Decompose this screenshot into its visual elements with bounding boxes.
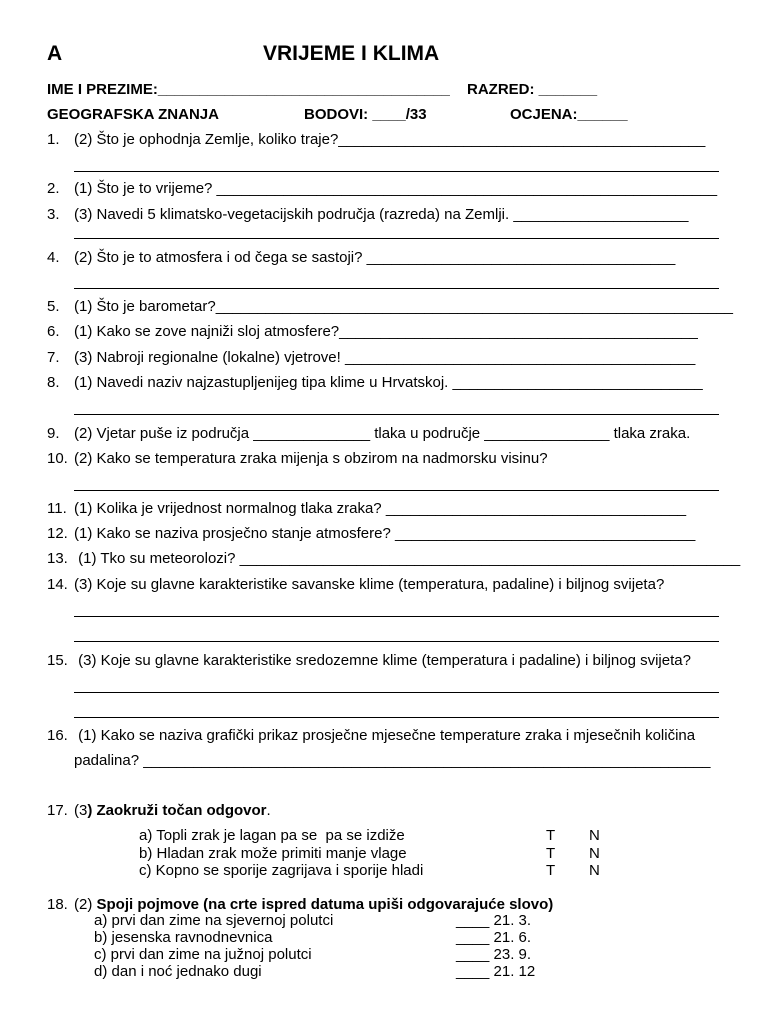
answer-line[interactable]: [74, 490, 719, 491]
question-number: 9.: [47, 425, 60, 442]
class-field-label[interactable]: RAZRED: _______: [467, 81, 598, 98]
true-option[interactable]: T: [546, 862, 556, 879]
false-option[interactable]: N: [589, 862, 600, 879]
false-option[interactable]: N: [589, 827, 600, 844]
page-title: VRIJEME I KLIMA: [263, 42, 440, 65]
match-term-a: a) prvi dan zime na sjevernoj polutci: [94, 912, 334, 929]
statement-a: a) Topli zrak je lagan pa se pa se izdiže: [139, 827, 405, 844]
question-number: 17.: [47, 802, 68, 819]
question-number: 13.: [47, 550, 68, 567]
true-option[interactable]: T: [546, 827, 556, 844]
question-16-continuation[interactable]: padalina? ____________________________________________________________________: [74, 752, 711, 769]
question-2[interactable]: (1) Što je to vrijeme? ____________________________________________________________: [74, 180, 718, 197]
answer-line[interactable]: [74, 692, 719, 693]
points-field-label[interactable]: BODOVI: ____/33: [304, 106, 427, 123]
question-7[interactable]: (3) Nabroji regionalne (lokalne) vjetrove! __________________________________________: [74, 349, 696, 366]
question-12[interactable]: (1) Kako se naziva prosječno stanje atmosfere? ____________________________________: [74, 525, 696, 542]
question-15[interactable]: (3) Koje su glavne karakteristike sredozemne klime (temperatura i padaline) i biljnog svijeta?: [74, 652, 691, 669]
statement-c: c) Kopno se sporije zagrijava i sporije hladi: [139, 862, 424, 879]
answer-line[interactable]: [74, 288, 719, 289]
question-number: 5.: [47, 298, 60, 315]
name-field-label[interactable]: IME I PREZIME:___________________________________: [47, 81, 450, 98]
match-date-blank[interactable]: ____ 23. 9.: [456, 946, 532, 963]
answer-line[interactable]: [74, 641, 719, 642]
question-number: 1.: [47, 131, 60, 148]
statement-b: b) Hladan zrak može primiti manje vlage: [139, 845, 407, 862]
question-1[interactable]: (2) Što je ophodnja Zemlje, koliko traje?____________________________________________: [74, 131, 706, 148]
question-number: 2.: [47, 180, 60, 197]
question-number: 6.: [47, 323, 60, 340]
question-number: 14.: [47, 576, 68, 593]
question-8[interactable]: (1) Navedi naziv najzastupljenijeg tipa klime u Hrvatskoj. ______________________________: [74, 374, 703, 391]
question-number: 12.: [47, 525, 68, 542]
false-option[interactable]: N: [589, 845, 600, 862]
question-14[interactable]: (3) Koje su glavne karakteristike savanske klime (temperatura, padaline) i biljnog svijeta?: [74, 576, 665, 593]
match-date-blank[interactable]: ____ 21. 6.: [456, 929, 532, 946]
question-number: 16.: [47, 727, 68, 744]
question-11[interactable]: (1) Kolika je vrijednost normalnog tlaka zraka? ____________________________________: [74, 500, 687, 517]
question-number: 4.: [47, 249, 60, 266]
match-term-d: d) dan i noć jednako dugi: [94, 963, 262, 980]
question-13[interactable]: (1) Tko su meteorolozi? ____________________________________________________________: [74, 550, 741, 567]
question-16[interactable]: (1) Kako se naziva grafički prikaz prosječne mjesečne temperature zraka i mjesečnih količina: [74, 727, 696, 744]
question-number: 15.: [47, 652, 68, 669]
question-number: 3.: [47, 206, 60, 223]
answer-line[interactable]: [74, 414, 719, 415]
question-4[interactable]: (2) Što je to atmosfera i od čega se sastoji? _____________________________________: [74, 249, 676, 266]
question-3[interactable]: (3) Navedi 5 klimatsko-vegetacijskih područja (razreda) na Zemlji. _____________________: [74, 206, 689, 223]
question-number: 8.: [47, 374, 60, 391]
question-5[interactable]: (1) Što je barometar?______________________________________________________________: [74, 298, 733, 315]
answer-line[interactable]: [74, 616, 719, 617]
question-18-heading: (2) Spoji pojmove (na crte ispred datuma upiši odgovarajuće slovo): [74, 896, 554, 913]
question-number: 18.: [47, 896, 68, 913]
answer-line[interactable]: [74, 717, 719, 718]
true-option[interactable]: T: [546, 845, 556, 862]
answer-line[interactable]: [74, 238, 719, 239]
question-6[interactable]: (1) Kako se zove najniži sloj atmosfere?___________________________________________: [74, 323, 698, 340]
match-date-blank[interactable]: ____ 21. 3.: [456, 912, 532, 929]
subject-label: GEOGRAFSKA ZNANJA: [47, 106, 219, 123]
question-number: 10.: [47, 450, 68, 467]
match-date-blank[interactable]: ____ 21. 12: [456, 963, 536, 980]
answer-line[interactable]: [74, 171, 719, 172]
match-term-c: c) prvi dan zime na južnoj polutci: [94, 946, 312, 963]
question-10[interactable]: (2) Kako se temperatura zraka mijenja s obzirom na nadmorsku visinu?: [74, 450, 548, 467]
version-letter: A: [47, 42, 63, 65]
question-number: 11.: [47, 500, 67, 517]
question-9[interactable]: (2) Vjetar puše iz područja ______________ tlaka u područje _______________ tlaka zraka.: [74, 425, 691, 442]
question-number: 7.: [47, 349, 60, 366]
match-term-b: b) jesenska ravnodnevnica: [94, 929, 273, 946]
grade-field-label[interactable]: OCJENA:______: [510, 106, 628, 123]
question-17-heading: (3) Zaokruži točan odgovor.: [74, 802, 271, 819]
